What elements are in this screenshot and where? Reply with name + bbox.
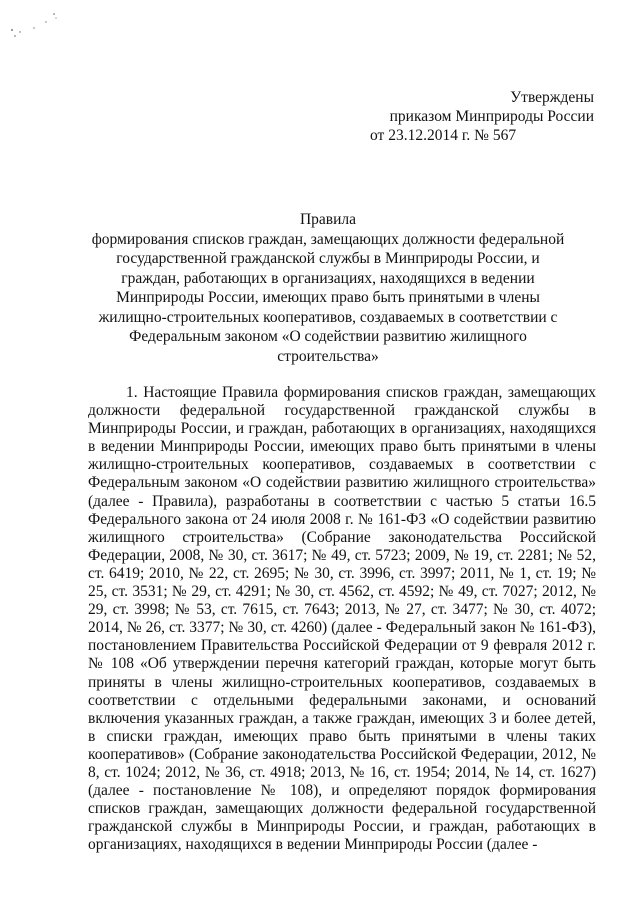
scan-specks xyxy=(8,10,68,40)
document-title xyxy=(88,210,568,366)
approval-approved: Утверждены xyxy=(510,89,594,106)
paragraph-1: 1. Настоящие Правила формирования списков граждан, замещающих должности федеральной государственной гражданской службы в Минприроды России, и граждан, работающих в организациях, находящихся в ведении Минприроды России, имеющих право быть принятыми в члены жилищно-строительных кооперативов, создаваемых в соответствии с Федеральным законом «О содействии развитию жилищного строительства» (далее - Правила), разработаны в соответствии с частью 5 статьи 16.5 Федерального закона от 24 июля 2008 г. № 161-ФЗ «О содействии развитию жилищного строительства» (Собрание законодательства Российской Федерации, 2008, № 30, ст. 3617; № 49, ст. 5723; 2009, № 19, ст. 2281; № 52, ст. 6419; 2010, № 22, ст. 2695; № 30, ст. 3996, ст. 3997; 2011, № 1, ст. 19; № 25, ст. 3531; № 29, ст. 4291; № 30, ст. 4562, ст. 4592; № 49, ст. 7027; 2012, № 29, ст. 3998; № 53, ст. 7615, ст. 7643; 2013, № 27, ст. 3477; № 30, ст. 4072; 2014, № 26, ст. 3377; № 30, ст. 4260) (далее - Федеральный закон № 161-ФЗ), постановлением Правительства Российской Федерации от 9 февраля 2012 г. № 108 «Об утверждении перечня категорий граждан, которые могут быть приняты в члены жилищно-строительных кооперативов, создаваемых в соответствии с отдельными федеральными законами, и оснований включения указанных граждан, а также граждан, имеющих 3 и более детей, в списки граждан, имеющих право быть принятыми в члены таких кооперативов» (Собрание законодательства Российской Федерации, 2012, № 8, ст. 1024; 2012, № 36, ст. 4918; 2013, № 16, ст. 1954; 2014, № 14, ст. 1627) (далее - постановление № 108), и определяют порядок формирования списков граждан, замещающих должности федеральной государственной гражданской службы в Минприроды России, и граждан, работающих в организациях, находящихся в ведении Минприроды России (далее - xyxy=(88,384,596,854)
approval-stamp xyxy=(334,88,594,145)
title-subtitle: формирования списков граждан, замещающих должности федеральной государственной гражданской службы в Минприроды России, и граждан, работающих в организациях, находящихся в ведении Минприроды России, имеющих право быть принятыми в члены жилищно-строительных кооперативов, создаваемых в соответствии с Федеральным законом «О содействии развитию жилищного строительства» xyxy=(91,230,565,365)
approval-date-number: от 23.12.2014 г. № 567 xyxy=(370,127,517,144)
approval-order: приказом Минприроды России xyxy=(389,108,594,125)
title-heading: Правила xyxy=(299,211,357,228)
